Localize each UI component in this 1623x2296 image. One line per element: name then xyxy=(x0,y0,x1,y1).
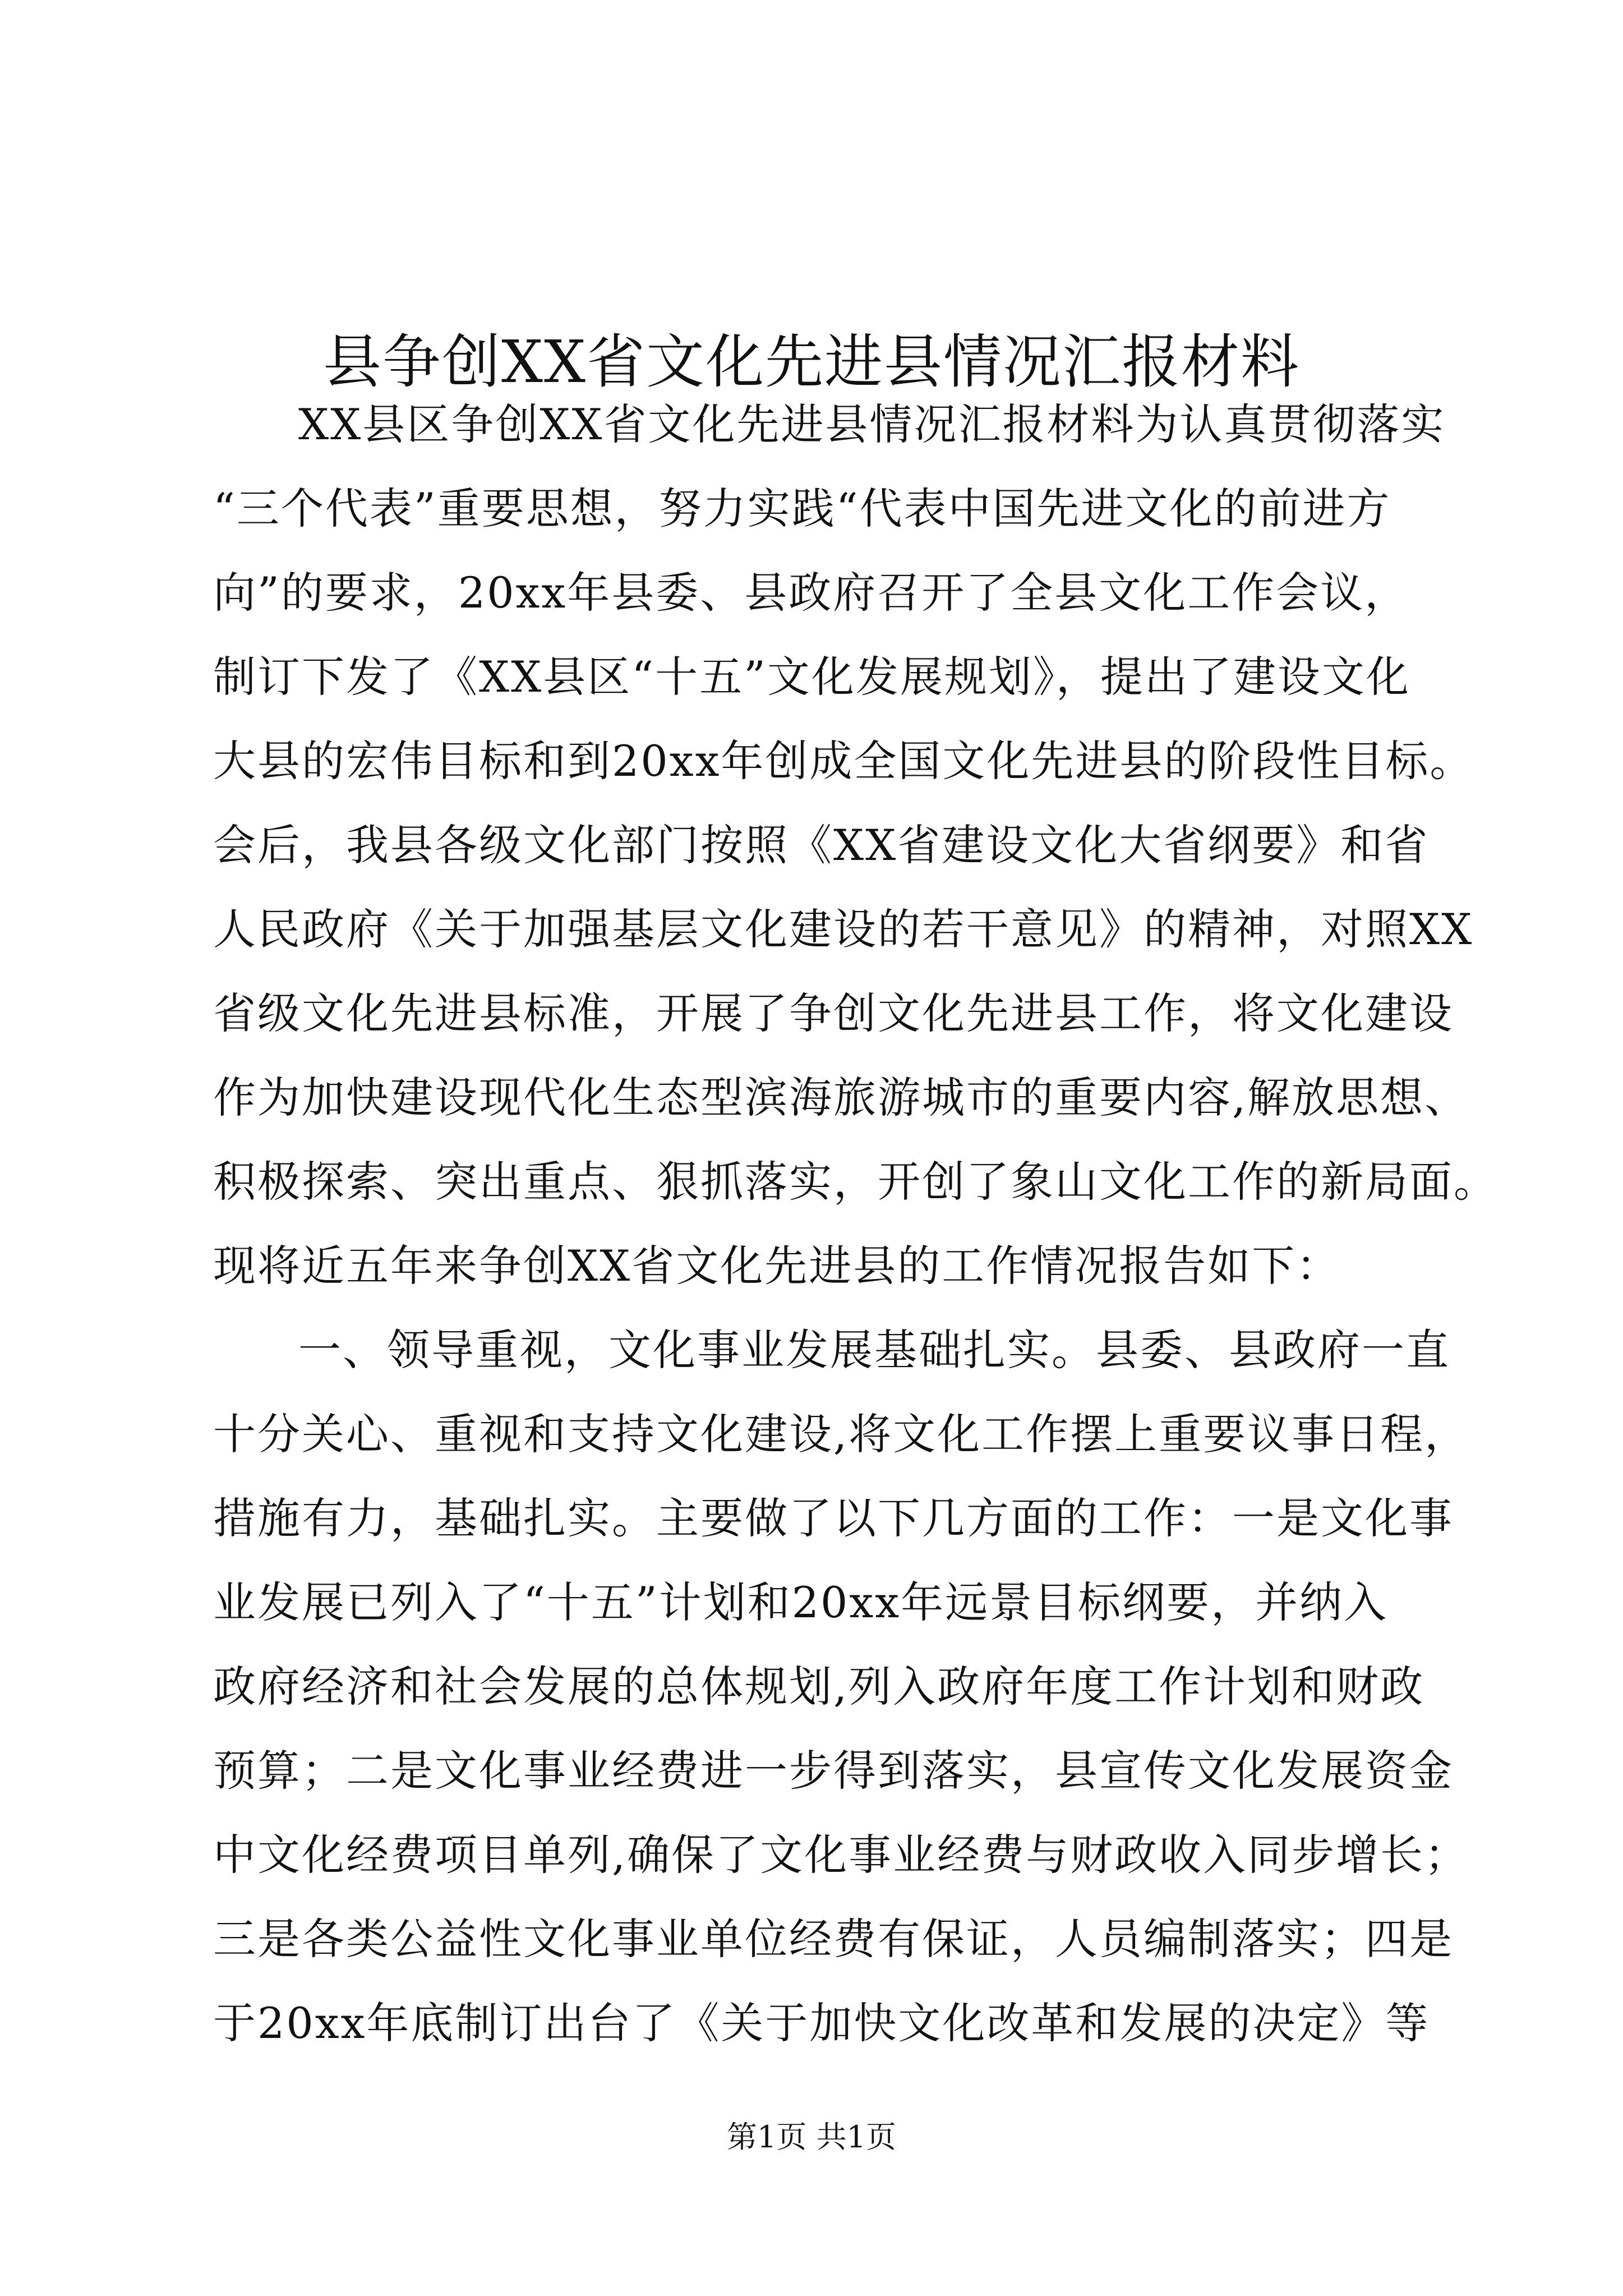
paragraph-1-line-1: XX县区争创XX省文化先进县情况汇报材料为认真贯彻落实 xyxy=(298,399,1446,449)
paragraph-1-line-3: 向”的要求，20xx年县委、县政府召开了全县文化工作会议， xyxy=(213,568,1409,618)
page-footer: 第1页 共1页 xyxy=(727,2119,896,2155)
document-title: 县争创XX省文化先进县情况汇报材料 xyxy=(322,327,1301,396)
paragraph-1-line-8: 省级文化先进县标准，开展了争创文化先进县工作，将文化建设 xyxy=(213,988,1454,1038)
paragraph-2-line-5: 政府经济和社会发展的总体规划,列入政府年度工作计划和财政 xyxy=(213,1662,1425,1711)
paragraph-2-line-9: 于20xx年底制订出台了《关于加快文化改革和发展的决定》等 xyxy=(213,1998,1430,2048)
paragraph-1-line-9: 作为加快建设现代化生态型滨海旅游城市的重要内容,解放思想、 xyxy=(213,1073,1469,1122)
paragraph-2-line-1: 一、领导重视，文化事业发展基础扎实。县委、县政府一直 xyxy=(298,1325,1450,1375)
paragraph-1-line-7: 人民政府《关于加强基层文化建设的若干意见》的精神，对照XX xyxy=(213,904,1474,954)
paragraph-1-line-10: 积极探索、突出重点、狠抓落实，开创了象山文化工作的新局面。 xyxy=(213,1157,1498,1207)
paragraph-1-line-5: 大县的宏伟目标和到20xx年创成全国文化先进县的阶段性目标。 xyxy=(213,736,1474,786)
paragraph-2-line-4: 业发展已列入了“十五”计划和20xx年远景目标纲要，并纳入 xyxy=(213,1577,1389,1627)
document-body xyxy=(213,383,1498,2065)
paragraph-2-line-7: 中文化经费项目单列,确保了文化事业经费与财政收入同步增长； xyxy=(213,1830,1469,1880)
paragraph-2-line-6: 预算；二是文化事业经费进一步得到落实，县宣传文化发展资金 xyxy=(213,1746,1454,1796)
paragraph-1-line-4: 制订下发了《XX县区“十五”文化发展规划》，提出了建设文化 xyxy=(213,652,1410,702)
paragraph-1-line-11: 现将近五年来争创XX省文化先进县的工作情况报告如下： xyxy=(213,1241,1341,1291)
paragraph-2-line-2: 十分关心、重视和支持文化建设,将文化工作摆上重要议事日程， xyxy=(213,1409,1469,1459)
paragraph-1-line-2: “三个代表”重要思想，努力实践“代表中国先进文化的前进方 xyxy=(213,484,1391,533)
paragraph-1-line-6: 会后，我县各级文化部门按照《XX省建设文化大省纲要》和省 xyxy=(213,820,1430,870)
paragraph-2-line-8: 三是各类公益性文化事业单位经费有保证，人员编制落实；四是 xyxy=(213,1914,1454,1964)
paragraph-2-line-3: 措施有力，基础扎实。主要做了以下几方面的工作：一是文化事 xyxy=(213,1493,1454,1543)
